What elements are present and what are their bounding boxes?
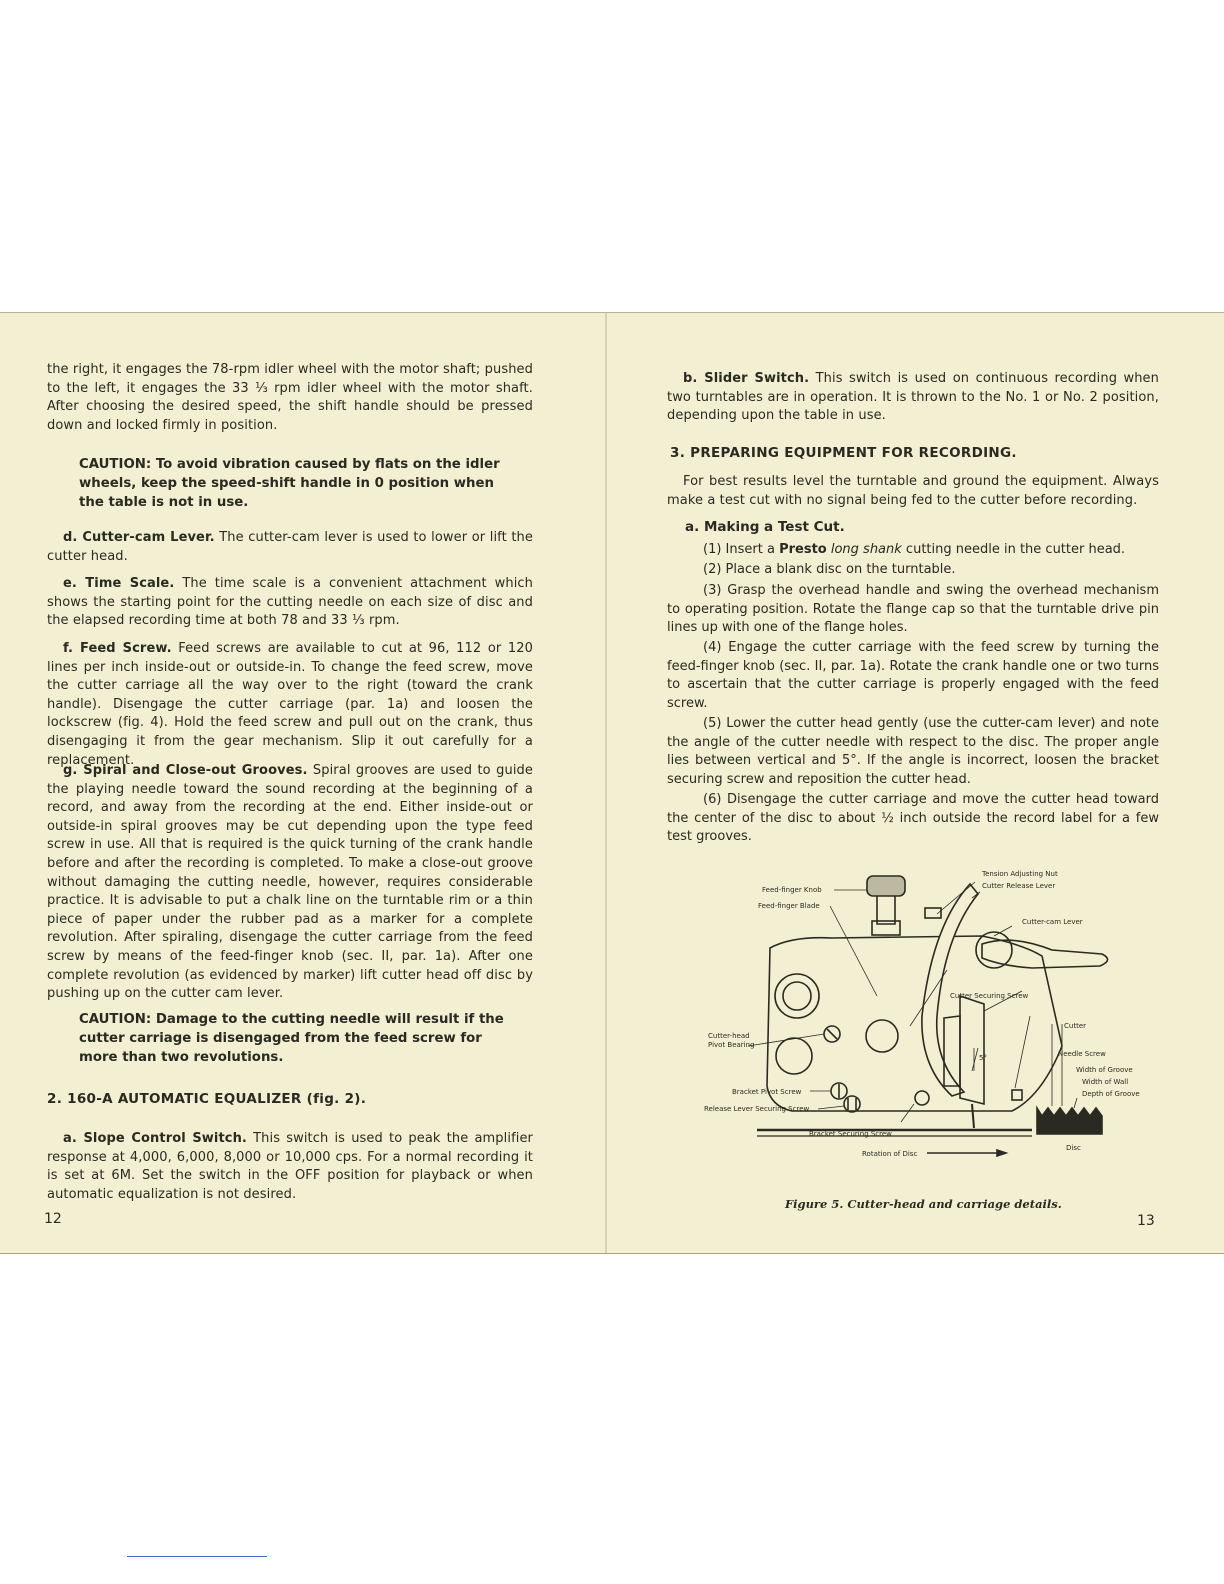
- cutter-release-lever: [922, 884, 978, 1096]
- label-bracket-pivot-screw: Bracket Pivot Screw: [732, 1088, 802, 1096]
- paragraph-time-scale: e. Time Scale. The time scale is a convenient attachment which shows the starting point for the cutting needle on each size of disc and the elapsed recording time at both 78 and 33 ⅓ rpm.: [47, 576, 533, 629]
- step-3: (3) Grasp the overhead handle and swing the overhead mechanism to operating position. Rotate the flange cap so that the turntable drive pin lines up with one of the flange holes.: [667, 583, 1159, 636]
- release-lever-screw: [844, 1096, 860, 1112]
- feed-finger-knob: [867, 876, 905, 896]
- heading-slope-control-switch: a. Slope Control Switch.: [63, 1131, 247, 1146]
- paragraph-best-results: For best results level the turntable and ground the equipment. Always make a test cut with no signal being fed to the cutter before recording.: [667, 474, 1159, 508]
- paragraph-feed-screw: f. Feed Screw. Feed screws are available to cut at 96, 112 or 120 lines per inch inside-out or outside-in. To change the feed screw, move the cutter carriage all the way over to the right (toward the crank handle). Disengage the cutter carriage (par. 1a) and loosen the lockscrew (fig. 4). Hold the feed screw and pull out on the crank, thus disengaging it from the gear mechanism. Slip it out carefully for a replacement.: [47, 641, 533, 768]
- label-cutter: Cutter: [1064, 1022, 1086, 1030]
- step-2: (2) Place a blank disc on the turntable.: [703, 562, 956, 577]
- caution-idler-wheels: CAUTION: To avoid vibration caused by flats on the idler wheels, keep the speed-shift handle in 0 position when the table is not in use.: [79, 457, 500, 510]
- figure-5-caption: Figure 5. Cutter-head and carriage details.: [785, 1196, 1062, 1211]
- heading-spiral-grooves: g. Spiral and Close-out Grooves.: [63, 763, 308, 778]
- heading-time-scale: e. Time Scale.: [63, 576, 175, 591]
- cutting-needle: [972, 1104, 974, 1128]
- label-cutter-head-pivot: Cutter-head: [708, 1032, 750, 1040]
- page-number-right: 13: [1137, 1213, 1155, 1229]
- groove-profile: [1037, 1108, 1102, 1134]
- figure-cutter-head-diagram: [682, 866, 1152, 1166]
- label-angle-5-degrees: 5°: [979, 1054, 987, 1062]
- book-spread: [0, 312, 1224, 1254]
- paragraph-cutter-cam-lever: d. Cutter-cam Lever. The cutter-cam lever is used to lower or lift the cutter head.: [47, 530, 533, 564]
- step-6: (6) Disengage the cutter carriage and move the cutter head toward the center of the disc to about ½ inch outside the record label for a few test grooves.: [667, 792, 1159, 845]
- section-2-heading: 2. 160-A AUTOMATIC EQUALIZER (fig. 2).: [47, 1091, 367, 1107]
- bearing-boss-lower: [776, 1038, 812, 1074]
- paragraph-slider-switch: b. Slider Switch. This switch is used on continuous recording when two turntables are in operation. It is thrown to the No. 1 or No. 2 position, depending upon the table in use.: [667, 371, 1159, 424]
- step-5: (5) Lower the cutter head gently (use the cutter-cam lever) and note the angle of the cutter needle with respect to the disc. The proper angle lies between vertical and 5°. If the angle is incorrect, loosen the bracket securing screw and reposition the cutter head.: [667, 716, 1159, 787]
- page-number-left: 12: [44, 1211, 62, 1227]
- label-needle-screw: Needle Screw: [1058, 1050, 1106, 1058]
- label-feed-finger-blade: Feed-finger Blade: [758, 902, 820, 910]
- label-feed-finger-knob: Feed-finger Knob: [762, 886, 822, 894]
- section-3-heading: 3. PREPARING EQUIPMENT FOR RECORDING.: [670, 445, 1017, 461]
- label-depth-of-groove: Depth of Groove: [1082, 1090, 1140, 1098]
- blue-underline-mark: [127, 1556, 267, 1557]
- label-bracket-securing-screw: Bracket Securing Screw: [809, 1130, 892, 1138]
- heading-making-test-cut: a. Making a Test Cut.: [685, 519, 845, 535]
- label-disc: Disc: [1066, 1144, 1081, 1152]
- needle-screw: [1012, 1090, 1022, 1100]
- step-4: (4) Engage the cutter carriage with the feed screw by turning the feed-finger knob (sec. II, par. 1a). Rotate the crank handle one or two turns to ascertain that the cutter carriage is properly engaged with the feed screw.: [667, 640, 1159, 711]
- caution-cutting-needle: CAUTION: Damage to the cutting needle will result if the cutter carriage is disengaged from the feed screw for more than two revolutions.: [79, 1012, 504, 1065]
- bearing-boss-upper: [775, 974, 819, 1018]
- paragraph-slope-control: a. Slope Control Switch. This switch is used to peak the amplifier response at 4,000, 6,000, 8,000 or 10,000 cps. For a normal recording it is set at 6M. Set the switch in the OFF position for playback or when automatic equalization is not desired.: [47, 1131, 533, 1202]
- heading-feed-screw: f. Feed Screw.: [63, 641, 172, 656]
- label-cutter-release-lever: Cutter Release Lever: [982, 882, 1056, 890]
- paragraph-speed-shift: the right, it engages the 78-rpm idler wheel with the motor shaft; pushed to the left, it engages the 33 ⅓ rpm idler wheel with the motor shaft. After choosing the desired speed, the shift handle should be pressed down and locked firmly in position.: [47, 362, 533, 433]
- step-1: (1) Insert a Presto long shank cutting needle in the cutter head.: [703, 542, 1126, 557]
- label-tension-adjusting-nut: Tension Adjusting Nut: [982, 870, 1058, 878]
- bracket-securing-screw: [915, 1091, 929, 1105]
- label-pivot-bearing: Pivot Bearing: [708, 1041, 755, 1049]
- left-page: [0, 313, 605, 1253]
- label-width-of-wall: Width of Wall: [1082, 1078, 1129, 1086]
- cutter-body: [960, 996, 984, 1104]
- heading-slider-switch: b. Slider Switch.: [683, 371, 810, 386]
- label-width-of-groove: Width of Groove: [1076, 1066, 1133, 1074]
- carriage-body: [767, 936, 1062, 1111]
- cutter-cam-lever: [982, 940, 1108, 968]
- right-page: [607, 313, 1224, 1253]
- bracket-boss: [866, 1020, 898, 1052]
- label-cutter-cam-lever: Cutter-cam Lever: [1022, 918, 1083, 926]
- heading-cutter-cam-lever: d. Cutter-cam Lever.: [63, 530, 215, 545]
- label-rotation-of-disc: Rotation of Disc: [862, 1150, 918, 1158]
- paragraph-spiral-grooves: g. Spiral and Close-out Grooves. Spiral grooves are used to guide the playing needle toward the sound recording at the beginning of a record, and away from the recording at the end. Either inside-out or outside-in spiral grooves may be cut depending upon the type feed screw in use. All that is required is the quick turning of the crank handle before and after the recording is completed. To make a close-out groove without damaging the cutting needle, however, requires considerable practice. It is advisable to put a chalk line on the turntable rim or a thin piece of paper under the rubber pad as a marker for a complete revolution. After spiraling, disengage the cutter carriage from the feed screw by means of the feed-finger knob (sec. II, par. 1a). After one complete revolution (as evidenced by marker) lift cutter head off disc by pushing up on the cutter cam lever.: [47, 763, 533, 1002]
- label-cutter-securing-screw: Cutter Securing Screw: [950, 992, 1029, 1000]
- label-release-lever-securing-screw: Release Lever Securing Screw: [704, 1105, 810, 1113]
